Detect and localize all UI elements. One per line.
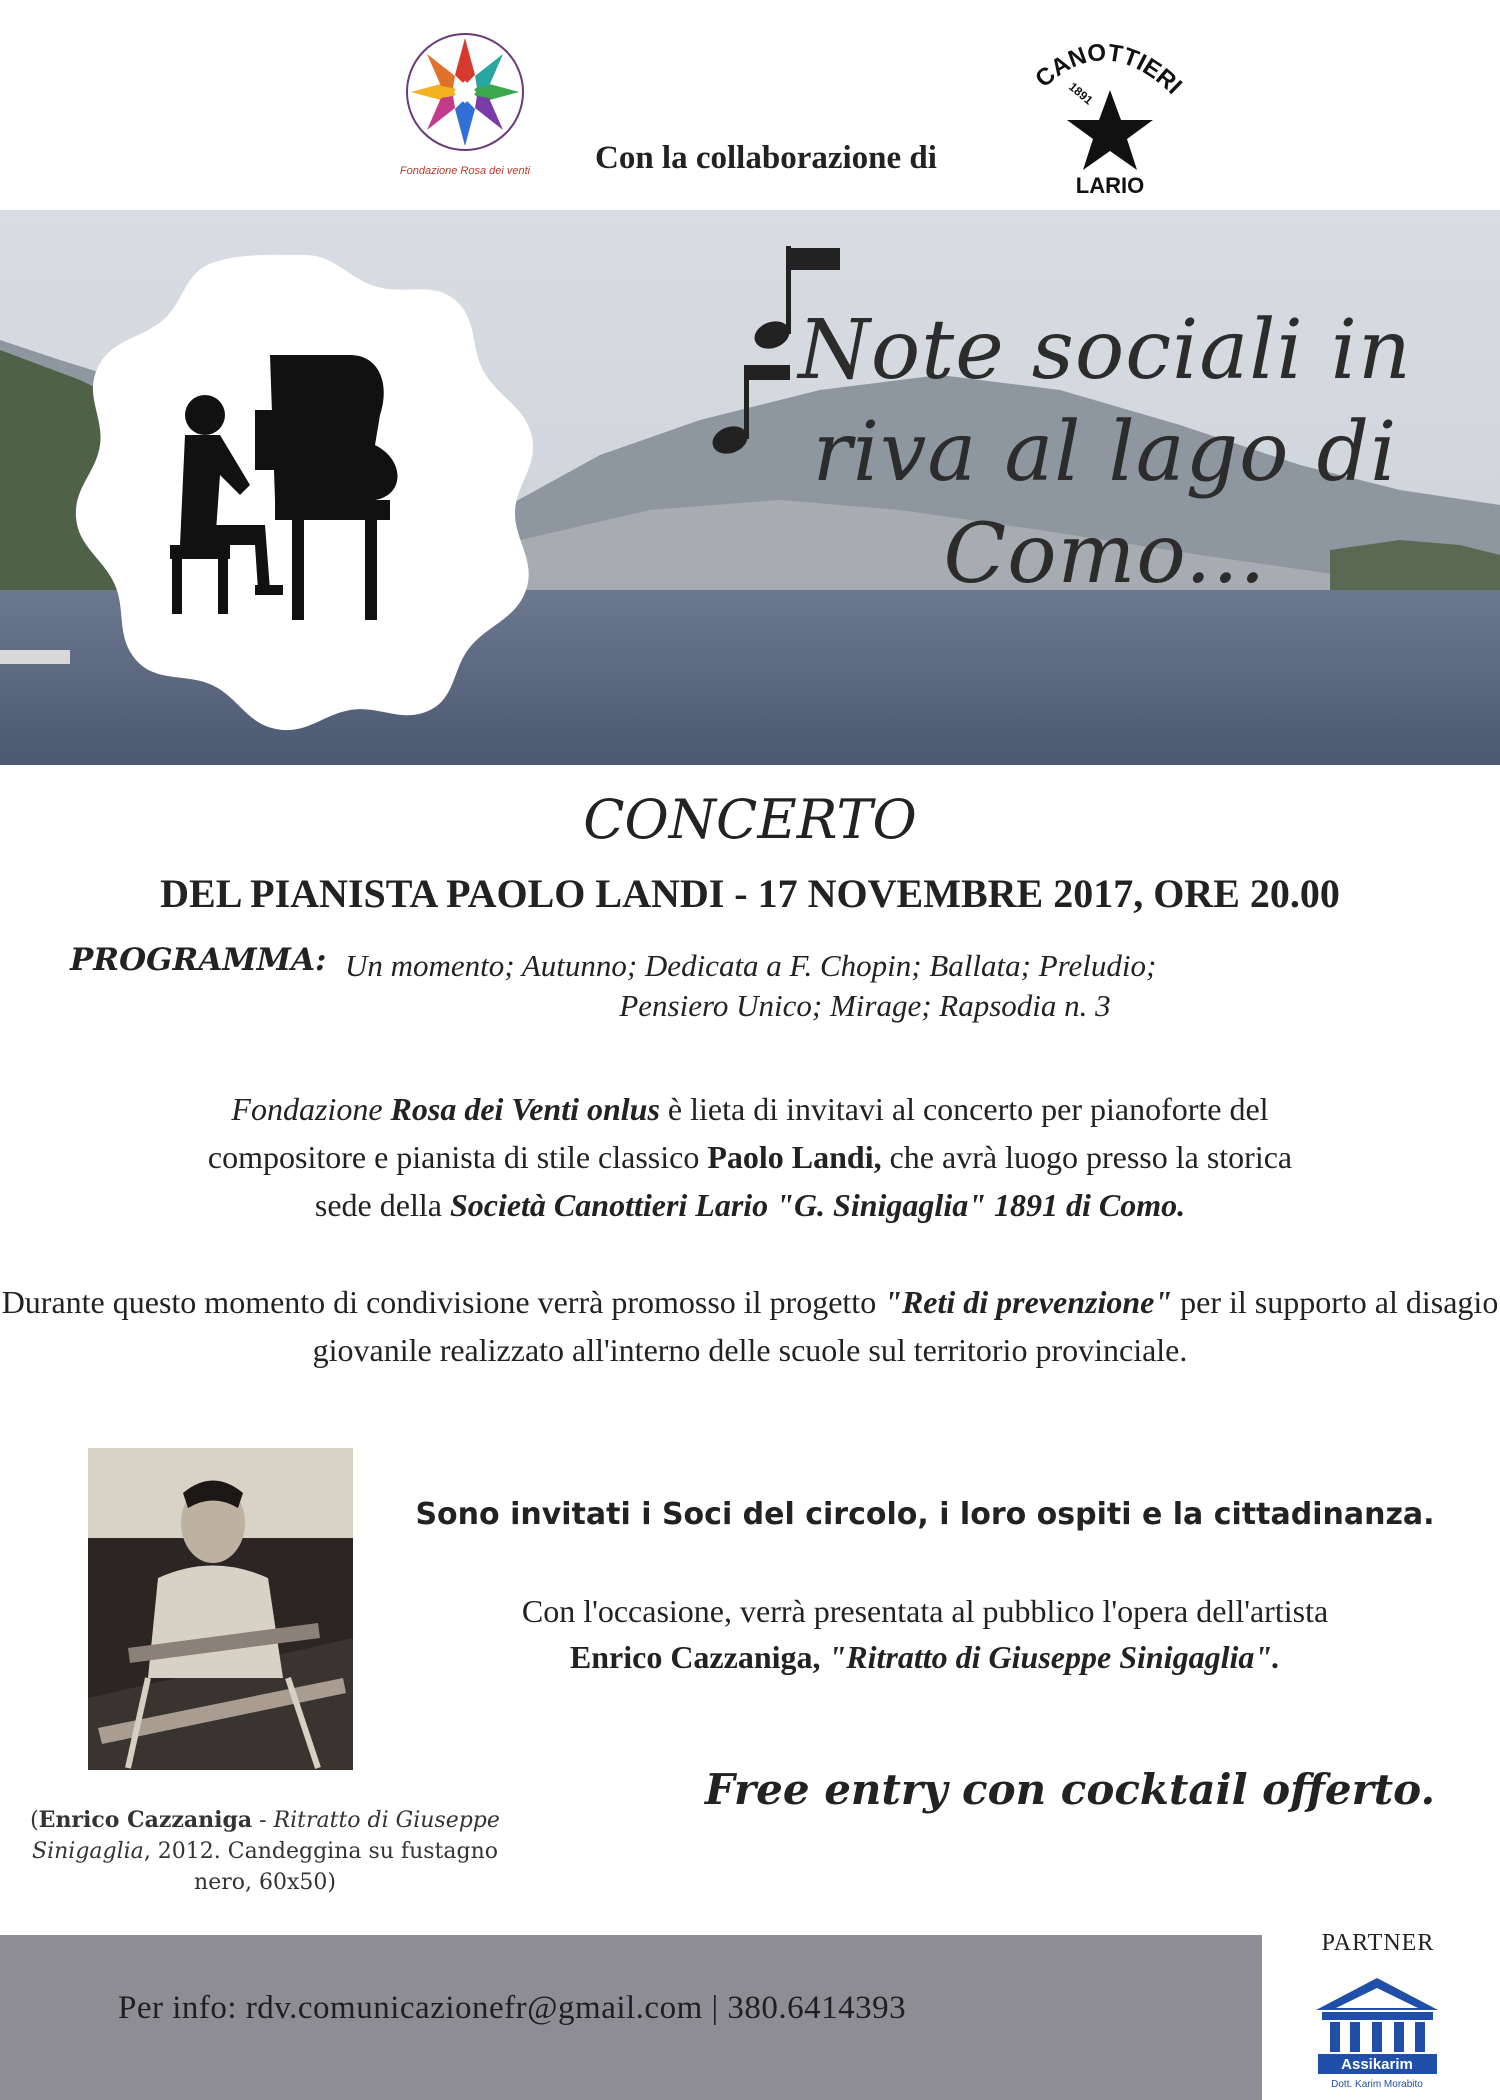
intro-text-1: è lieta di invitavi al concerto per pianoforte del [667,1091,1269,1127]
lario-logo-text: LARIO [1075,173,1145,198]
caption-dash: - [252,1808,274,1833]
collaboration-text: Con la collaborazione di [595,140,937,176]
canottieri-logo-text: CANOTTIERI [1030,39,1188,100]
occasion-text: Con l'occasione, verrà presentata al pubblico l'opera dell'artista [521,1593,1329,1629]
occasion-paragraph [370,1588,1480,1680]
event-title-line-3: Como... [943,507,1267,602]
project-text-2: per il supporto al disagio giovanile realizzato all'interno delle scuole sul territorio provinciale. [312,1284,1499,1368]
portrait-painting [88,1448,353,1770]
event-title-line-1: Note sociali in [798,303,1412,398]
partner-label: PARTNER [1321,1930,1435,1956]
painting-caption [0,1805,530,1898]
contact-info: Per info: rdv.comunicazionefr@gmail.com | 380.6414393 [118,1990,907,2026]
event-title-line-2: riva al lago di [812,405,1398,500]
partner-name: Assikarim [1341,2056,1413,2073]
concerto-heading: CONCERTO [583,788,917,851]
intro-text-4: sede della [314,1187,442,1223]
partner-subname: Dott. Karim Morabito [1331,2079,1423,2090]
free-entry-text: Free entry con cocktail offerto. [704,1765,1436,1814]
event-title [735,300,1475,606]
project-name: "Reti di prevenzione" [884,1284,1173,1320]
canottieri-lario-logo [1010,28,1195,198]
intro-text-2: compositore e pianista di stile classico [207,1139,700,1175]
assikarim-logo [1310,1972,1445,2092]
program-line-1: Un momento; Autunno; Dedicata a F. Chopin; Ballata; Preludio; [345,948,1157,983]
rosa-logo-caption: Fondazione Rosa dei venti [399,165,531,177]
rosa-dei-venti-logo [395,30,535,155]
project-paragraph [0,1278,1500,1374]
org-name-bold: Rosa dei Venti onlus [390,1091,660,1127]
venue-name: Società Canottieri Lario "G. Sinigaglia" 1891 di Como. [449,1187,1186,1223]
program-line-2 [0,988,1500,1024]
caption-details: , 2012. Candeggina su fustagno nero, 60x50) [143,1839,498,1895]
program-line-2-text: Pensiero Unico; Mirage; Rapsodia n. 3 [619,988,1111,1023]
caption-title: Ritratto di Giuseppe Sinigaglia [32,1808,500,1864]
artist-name: Paolo Landi, [707,1139,882,1175]
occasion-work: "Ritratto di Giuseppe Sinigaglia". [828,1639,1281,1675]
org-name: Fondazione [231,1091,383,1127]
intro-text-3: che avrà luogo presso la storica [889,1139,1293,1175]
project-text-1: Durante questo momento di condivisione verrà promosso il progetto [1,1284,877,1320]
invitation-text: Sono invitati i Soci del circolo, i loro ospiti e la cittadinanza. [415,1497,1435,1532]
occasion-artist: Enrico Cazzaniga, [569,1639,821,1675]
caption-artist: Enrico Cazzaniga [38,1807,253,1833]
piano-player-badge [60,245,550,735]
caption-open: ( [30,1808,39,1833]
program-label: PROGRAMMA: [70,942,327,978]
canottieri-logo-year: 1891 [1066,79,1096,108]
concert-subtitle: DEL PIANISTA PAOLO LANDI - 17 NOVEMBRE 2017, ORE 20.00 [160,871,1340,916]
intro-paragraph [0,1085,1500,1229]
